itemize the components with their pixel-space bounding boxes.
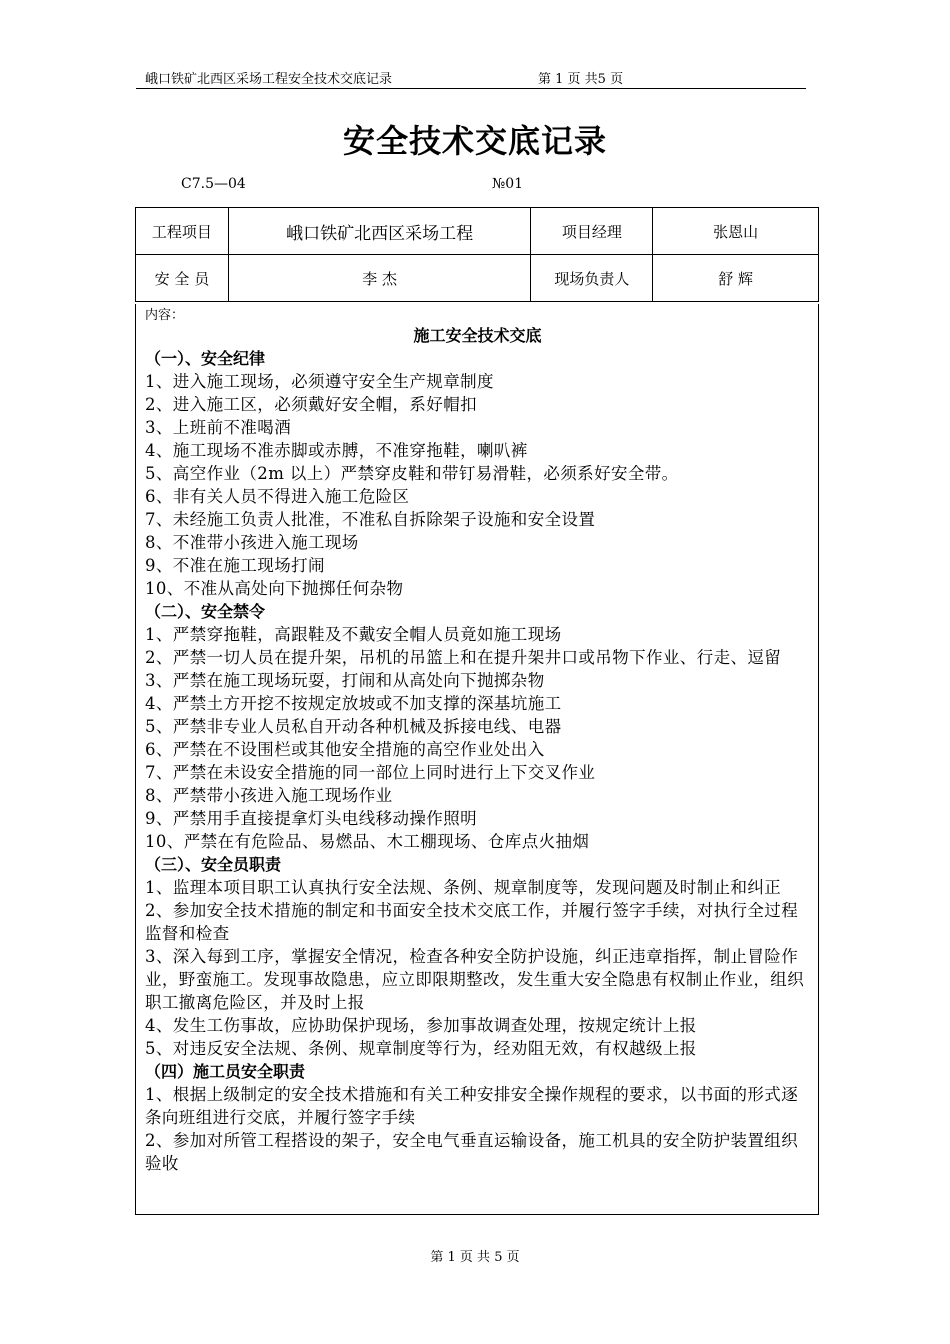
list-item: 3、严禁在施工现场玩耍，打闹和从高处向下抛掷杂物	[145, 671, 545, 690]
list-item: 6、严禁在不设围栏或其他安全措施的高空作业处出入	[145, 740, 545, 759]
list-item: 1、监理本项目职工认真执行安全法规、条例、规章制度等，发现问题及时制止和纠正	[145, 878, 782, 897]
list-item: 10、严禁在有危险品、易燃品、木工棚现场、仓库点火抽烟	[145, 832, 590, 851]
list-item: 5、对违反安全法规、条例、规章制度等行为，经劝阻无效，有权越级上报	[145, 1039, 697, 1058]
info-row-safety	[136, 255, 819, 302]
running-header-title: 峨口铁矿北西区采场工程安全技术交底记录	[145, 72, 393, 87]
list-item: 9、不准在施工现场打闹	[145, 556, 325, 575]
section-heading: （三）、安全员职责	[145, 855, 282, 874]
list-item: 1、根据上级制定的安全技术措施和有关工种安排安全操作规程的要求，以书面的形式逐条向班组进行交底，并履行签字手续	[145, 1085, 799, 1127]
page-footer: 第 1 页 共 5 页	[430, 1250, 520, 1265]
section-heading: （二）、安全禁令	[145, 602, 266, 621]
list-item: 10、不准从高处向下抛掷任何杂物	[145, 579, 404, 598]
list-item: 2、参加对所管工程搭设的架子，安全电气垂直运输设备，施工机具的安全防护装置组织验收	[145, 1131, 799, 1173]
list-item: 7、未经施工负责人批准，不准私自拆除架子设施和安全设置	[145, 510, 596, 529]
record-number: №01	[492, 176, 524, 192]
document-title: 安全技术交底记录	[342, 122, 607, 160]
list-item: 1、严禁穿拖鞋，高跟鞋及不戴安全帽人员竟如施工现场	[145, 625, 562, 644]
safety-officer-label: 安 全 员	[136, 255, 229, 302]
project-label: 工程项目	[136, 208, 229, 255]
list-item: 2、严禁一切人员在提升架，吊机的吊篮上和在提升架井口或吊物下作业、行走、逗留	[145, 648, 782, 667]
list-item: 9、严禁用手直接提拿灯头电线移动操作照明	[145, 809, 477, 828]
list-item: 6、非有关人员不得进入施工危险区	[145, 487, 410, 506]
list-item: 1、进入施工现场，必须遵守安全生产规章制度	[145, 372, 494, 391]
safety-officer-value: 李 杰	[228, 255, 531, 302]
content-title: 施工安全技术交底	[413, 326, 542, 345]
list-item: 5、严禁非专业人员私自开动各种机械及拆接电线、电器	[145, 717, 562, 736]
manager-value: 张恩山	[653, 208, 819, 255]
site-manager-value: 舒 辉	[653, 255, 819, 302]
section-heading: （一）、安全纪律	[145, 349, 266, 368]
form-code: C7.5—04	[181, 176, 246, 192]
list-item: 8、严禁带小孩进入施工现场作业	[145, 786, 393, 805]
list-item: 2、参加安全技术措施的制定和书面安全技术交底工作，并履行签字手续，对执行全过程监督和检查	[145, 901, 799, 943]
content-cell	[135, 304, 819, 1215]
info-row-project	[136, 208, 819, 255]
list-item: 8、不准带小孩进入施工现场	[145, 533, 359, 552]
list-item: 2、进入施工区，必须戴好安全帽，系好帽扣	[145, 395, 477, 414]
manager-label: 项目经理	[531, 208, 653, 255]
list-item: 4、严禁土方开挖不按规定放坡或不加支撑的深基坑施工	[145, 694, 562, 713]
running-header-page: 第 1 页 共5 页	[538, 72, 624, 87]
list-item: 3、上班前不准喝酒	[145, 418, 292, 437]
header-rule	[136, 88, 806, 89]
site-manager-label: 现场负责人	[531, 255, 653, 302]
list-item: 4、发生工伤事故，应协助保护现场，参加事故调查处理，按规定统计上报	[145, 1016, 697, 1035]
content-label: 内容：	[145, 308, 185, 323]
list-item: 4、施工现场不准赤脚或赤膊，不准穿拖鞋，喇叭裤	[145, 441, 528, 460]
info-table	[135, 207, 819, 302]
list-item: 7、严禁在未设安全措施的同一部位上同时进行上下交叉作业	[145, 763, 596, 782]
project-value: 峨口铁矿北西区采场工程	[228, 208, 531, 255]
list-item: 3、深入每到工序，掌握安全情况，检查各种安全防护设施，纠正违章指挥，制止冒险作业，野蛮施工。发现事故隐患，应立即限期整改，发生重大安全隐患有权制止作业，组织职工撤离危险区，并及时上报	[145, 947, 805, 1012]
list-item: 5、高空作业（2m 以上）严禁穿皮鞋和带钉易滑鞋，必须系好安全带。	[145, 464, 679, 483]
section-heading: （四）施工员安全职责	[145, 1062, 306, 1081]
